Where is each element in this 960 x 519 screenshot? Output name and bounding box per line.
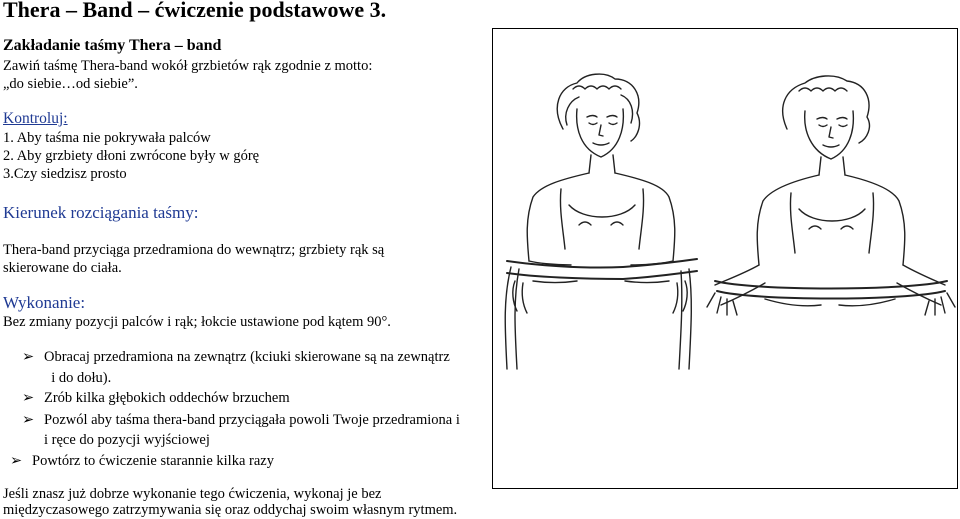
direction-line-1: Thera-band przyciąga przedramiona do wewnątrz; grzbiety rąk są	[3, 242, 385, 258]
exercise-illustration	[492, 28, 958, 489]
arrow-bullet-icon: ➢	[22, 412, 35, 428]
list-item: ➢ Powtórz to ćwiczenie starannie kilka razy	[10, 453, 274, 469]
direction-heading: Kierunek rozciągania taśmy:	[3, 203, 199, 222]
arrow-bullet-icon: ➢	[22, 349, 35, 365]
list-item-continuation: i do dołu).	[44, 370, 112, 386]
footer-line-1: Jeśli znasz już dobrze wykonanie tego ćwiczenia, wykonaj je bez	[3, 486, 382, 502]
direction-line-2: skierowane do ciała.	[3, 260, 122, 276]
setup-line-2: „do siebie…od siebie”.	[3, 76, 138, 92]
list-item-continuation: i ręce do pozycji wyjściowej	[44, 432, 210, 448]
control-heading: Kontroluj:	[3, 110, 68, 127]
control-item-3: 3.Czy siedzisz prosto	[3, 166, 127, 182]
arrow-bullet-icon: ➢	[10, 453, 23, 469]
list-item: ➢ Pozwól aby taśma thera-band przyciągała powoli Twoje przedramiona i	[22, 412, 460, 428]
execution-heading: Wykonanie:	[3, 293, 86, 312]
control-item-1: 1. Aby taśma nie pokrywała palców	[3, 130, 211, 146]
list-item: ➢ Zrób kilka głębokich oddechów brzuchem	[22, 390, 290, 406]
list-item: ➢ Obracaj przedramiona na zewnątrz (kciuki skierowane są na zewnątrz	[22, 349, 450, 365]
control-item-2: 2. Aby grzbiety dłoni zwrócone były w górę	[3, 148, 260, 164]
page-title: Thera – Band – ćwiczenie podstawowe 3.	[3, 0, 387, 22]
arrow-bullet-icon: ➢	[22, 390, 35, 406]
exercise-illustration-drawing	[493, 29, 959, 490]
setup-heading: Zakładanie taśmy Thera – band	[3, 37, 222, 54]
execution-line-1: Bez zmiany pozycji palców i rąk; łokcie ustawione pod kątem 90°.	[3, 314, 391, 330]
figure-right	[707, 76, 955, 315]
footer-line-2: międzyczasowego zatrzymywania się oraz oddychaj swoim własnym rytmem.	[3, 502, 458, 518]
figure-left	[505, 74, 697, 369]
setup-line-1: Zawiń taśmę Thera-band wokół grzbietów rąk zgodnie z motto:	[3, 58, 373, 74]
